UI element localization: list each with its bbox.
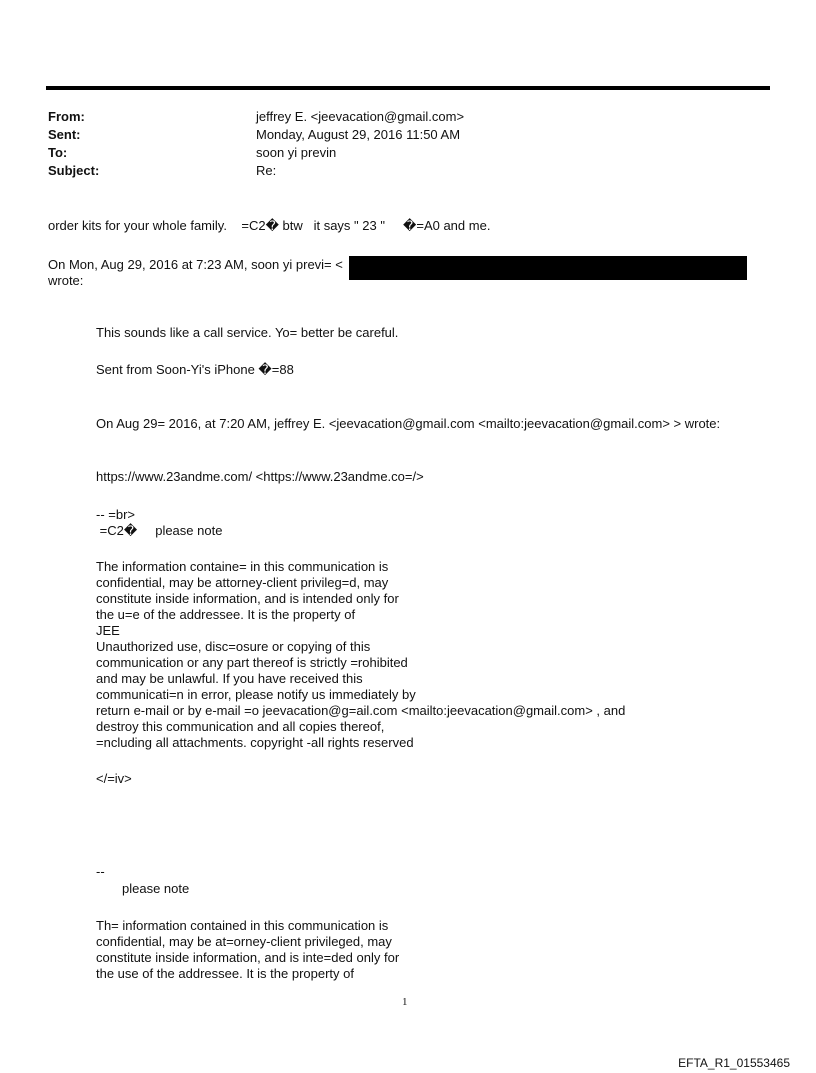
- signature-note: please note: [122, 881, 190, 896]
- quote-line: =C2� please note: [96, 523, 223, 538]
- disclaimer-line: destroy this communication and all copies thereof,: [96, 719, 385, 734]
- reply-line: order kits for your whole family. =C2� btw it says " 23 " �=A0 and me.: [48, 218, 491, 233]
- disclaimer-line: return e-mail or by e-mail =o jeevacation@g=ail.com <mailto:jeevacation@gmail.com> , and: [96, 703, 626, 718]
- disclaimer-line: confidential, may be attorney-client privileg=d, may: [96, 575, 389, 590]
- quote-link: https://www.23andme.com/ <https://www.23andme.co=/>: [96, 469, 424, 484]
- sent-value: Monday, August 29, 2016 11:50 AM: [256, 127, 461, 142]
- quote-intro: On Mon, Aug 29, 2016 at 7:23 AM, soon yi previ= <: [48, 257, 343, 272]
- disclaimer-line: JEE: [96, 623, 120, 638]
- subject-label: Subject:: [48, 163, 100, 178]
- sent-label: Sent:: [48, 127, 81, 142]
- disclaimer-line: =ncluding all attachments. copyright -all rights reserved: [96, 735, 414, 750]
- signature-dashes: --: [96, 864, 105, 879]
- disclaimer-line: The information containe= in this communication is: [96, 559, 389, 574]
- header-rule: [46, 86, 770, 90]
- quote-line: On Aug 29= 2016, at 7:20 AM, jeffrey E. <jeevacation@gmail.com <mailto:jeevacation@gmail.com> > wrote:: [96, 416, 721, 431]
- disclaimer-line: constitute inside information, and is inte=ded only for: [96, 950, 400, 965]
- disclaimer-line: communication or any part thereof is strictly =rohibited: [96, 655, 408, 670]
- document-id: EFTA_R1_01553465: [678, 1056, 790, 1070]
- quote-line: This sounds like a call service. Yo= better be careful.: [96, 325, 399, 340]
- quote-line: -- =br>: [96, 507, 136, 522]
- quote-line: Sent from Soon-Yi's iPhone �=88: [96, 362, 294, 377]
- from-value: jeffrey E. <jeevacation@gmail.com>: [256, 109, 465, 124]
- disclaimer-line: communicati=n in error, please notify us immediately by: [96, 687, 416, 702]
- disclaimer-line: and may be unlawful. If you have received this: [96, 671, 363, 686]
- page-number: 1: [402, 996, 408, 1008]
- quote-intro-wrote: wrote:: [48, 273, 84, 288]
- to-label: To:: [48, 145, 68, 160]
- disclaimer-line: constitute inside information, and is intended only for: [96, 591, 399, 606]
- disclaimer-line: </=iv>: [96, 771, 132, 786]
- disclaimer-line: the u=e of the addressee. It is the property of: [96, 607, 356, 622]
- to-value: soon yi previn: [256, 145, 337, 160]
- subject-value: Re:: [256, 163, 277, 178]
- disclaimer-line: Unauthorized use, disc=osure or copying of this: [96, 639, 371, 654]
- disclaimer-line: Th= information contained in this communication is: [96, 918, 389, 933]
- disclaimer-line: the use of the addressee. It is the property of: [96, 966, 354, 981]
- redaction-bar: [349, 256, 747, 280]
- disclaimer-line: confidential, may be at=orney-client privileged, may: [96, 934, 392, 949]
- from-label: From:: [48, 109, 85, 124]
